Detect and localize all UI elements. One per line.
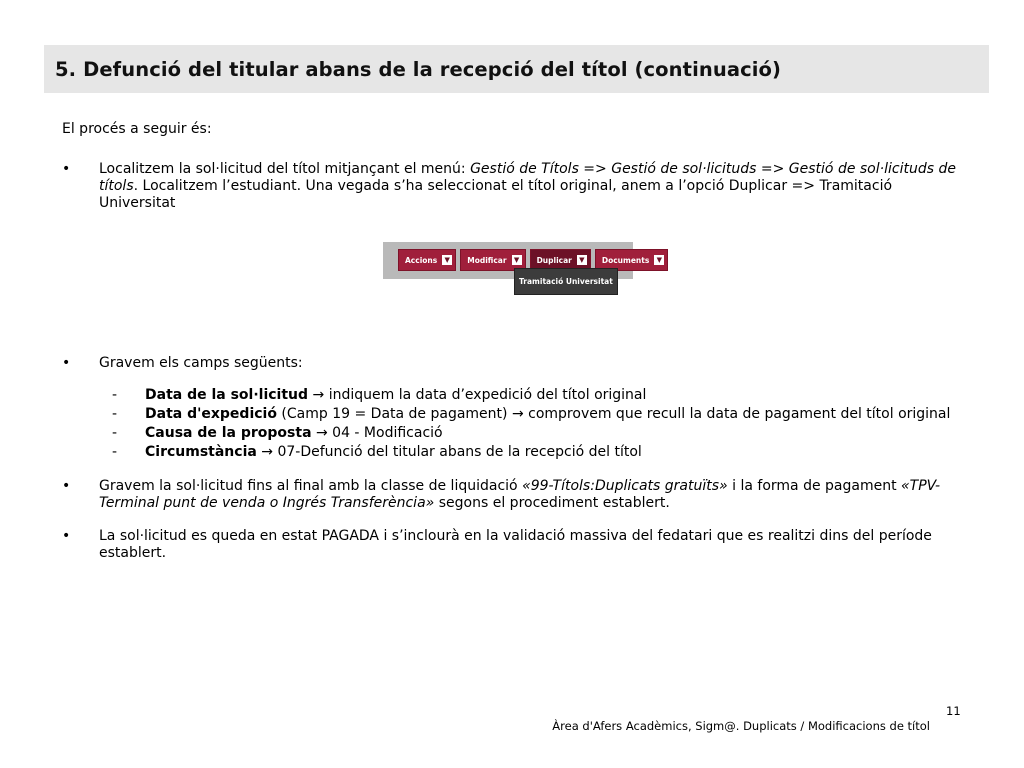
bullet-text: La sol·licitud es queda en estat PAGADA i s’inclourà en la validació massiva del fedatari que es realitzi dins del període establert. <box>99 528 932 561</box>
arrow-icon: → <box>511 406 524 422</box>
list-item: - Circumstància → 07-Defunció del titular abans de la recepció del títol <box>112 444 642 460</box>
bullet-icon: • <box>62 355 71 371</box>
documents-button[interactable]: Documents ▼ <box>595 249 668 271</box>
bullet-icon: • <box>62 528 71 544</box>
intro-text: El procés a seguir és: <box>62 121 212 137</box>
bullet-item <box>62 528 964 562</box>
bullet-item <box>62 478 964 512</box>
bullet-icon: • <box>62 478 71 494</box>
content <box>62 121 964 562</box>
arrow-icon: → <box>261 444 274 460</box>
footer-text: Àrea d'Afers Acadèmics, Sigm@. Duplicats / Modificacions de títol <box>552 719 930 733</box>
page-number: 11 <box>946 704 961 718</box>
bullet-item <box>62 161 964 212</box>
arrow-icon: → <box>315 425 328 441</box>
chevron-down-icon: ▼ <box>512 255 522 265</box>
duplicar-button[interactable]: Duplicar ▼ <box>530 249 591 271</box>
chevron-down-icon: ▼ <box>442 255 452 265</box>
page-title: 5. Defunció del titular abans de la recepció del títol (continuació) <box>55 57 782 81</box>
chevron-down-icon: ▼ <box>577 255 587 265</box>
bullet-text: Gravem els camps següents: <box>99 355 303 371</box>
menu-path: Gestió de Títols => Gestió de sol·licituds => Gestió de sol·licituds de títols <box>99 161 956 194</box>
list-item: - Data de la sol·licitud → indiquem la data d’expedició del títol original <box>112 387 647 403</box>
bullet-text: Gravem la sol·licitud fins al final amb la classe de liquidació «99-Títols:Duplicats gratuïts» i la forma de pagament «TPV-Terminal punt de venda o Ingrés Transferència» segons el procediment establert. <box>99 478 941 511</box>
title-bar <box>44 45 989 93</box>
bullet-text: Localitzem la sol·licitud del títol mitjançant el menú: Gestió de Títols => Gestió de sol·licituds => Gestió de sol·licituds de títols. Localitzem l’estudiant. Una vegada s’ha seleccionat el títol original, anem a l’opció Duplicar => Tramitació Universitat <box>99 161 956 211</box>
chevron-down-icon: ▼ <box>654 255 664 265</box>
accions-button[interactable]: Accions ▼ <box>398 249 456 271</box>
arrow-icon: → <box>312 387 325 403</box>
modificar-button[interactable]: Modificar ▼ <box>460 249 525 271</box>
list-item: - Data d'expedició (Camp 19 = Data de pagament) → comprovem que recull la data de pagament del títol original <box>112 406 951 422</box>
menu-screenshot <box>383 242 964 319</box>
bullet-icon: • <box>62 161 71 177</box>
dropdown-item-tramitacio[interactable]: Tramitació Universitat <box>514 268 618 295</box>
field-list <box>62 387 964 461</box>
list-item: - Causa de la proposta → 04 - Modificació <box>112 425 443 441</box>
bullet-item <box>62 355 964 372</box>
